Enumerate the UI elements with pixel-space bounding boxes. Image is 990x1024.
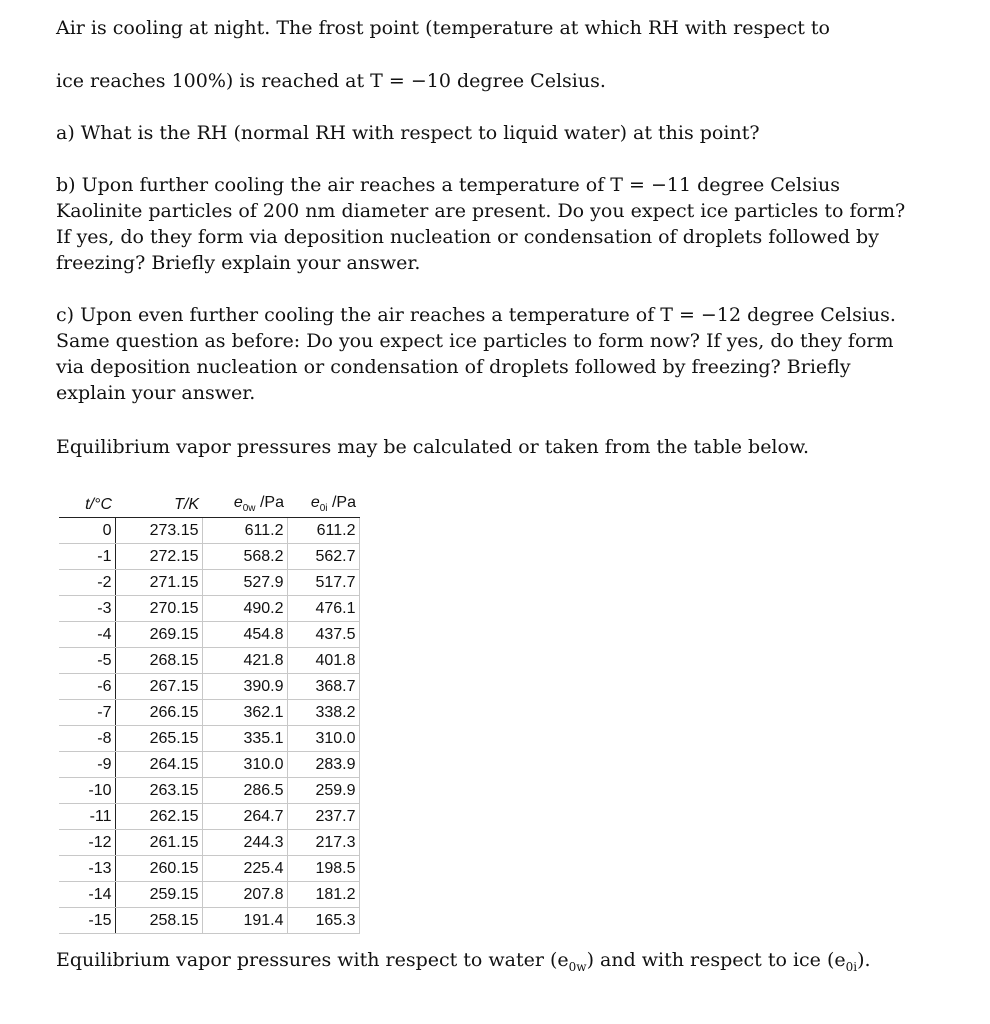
table-row — [59, 804, 359, 830]
question-b-line: If yes, do they form via deposition nucleation or condensation of droplets followed by — [56, 226, 879, 248]
cell-e-ow: 390.9 — [202, 674, 287, 700]
cell-kelvin: 263.15 — [115, 778, 202, 804]
table-row — [59, 674, 359, 700]
cell-celsius: -10 — [59, 778, 115, 804]
vapor-pressure-table — [59, 492, 360, 934]
cell-e-oi: 476.1 — [287, 596, 359, 622]
cell-e-ow: 611.2 — [202, 518, 287, 544]
cell-celsius: 0 — [59, 518, 115, 544]
cell-e-oi: 259.9 — [287, 778, 359, 804]
cell-e-ow: 207.8 — [202, 882, 287, 908]
table-body — [59, 518, 359, 934]
cell-celsius: -4 — [59, 622, 115, 648]
cell-e-ow: 362.1 — [202, 700, 287, 726]
cell-e-ow: 527.9 — [202, 570, 287, 596]
cell-celsius: -1 — [59, 544, 115, 570]
cell-celsius: -5 — [59, 648, 115, 674]
cell-e-oi: 217.3 — [287, 830, 359, 856]
table-intro: Equilibrium vapor pressures may be calculated or taken from the table below. — [56, 436, 809, 458]
table-row — [59, 856, 359, 882]
cell-kelvin: 271.15 — [115, 570, 202, 596]
cell-e-oi: 283.9 — [287, 752, 359, 778]
cell-e-oi: 237.7 — [287, 804, 359, 830]
cell-kelvin: 269.15 — [115, 622, 202, 648]
cell-celsius: -13 — [59, 856, 115, 882]
cell-kelvin: 267.15 — [115, 674, 202, 700]
cell-e-ow: 244.3 — [202, 830, 287, 856]
cell-celsius: -12 — [59, 830, 115, 856]
question-c-line: via deposition nucleation or condensation of droplets followed by freezing? Briefly — [56, 356, 851, 378]
header-celsius: t/°C — [59, 492, 115, 518]
cell-e-ow: 454.8 — [202, 622, 287, 648]
question-b-line: b) Upon further cooling the air reaches a temperature of T = −11 degree Celsius — [56, 174, 840, 196]
cell-e-ow: 310.0 — [202, 752, 287, 778]
cell-kelvin: 262.15 — [115, 804, 202, 830]
cell-e-ow: 286.5 — [202, 778, 287, 804]
cell-kelvin: 272.15 — [115, 544, 202, 570]
cell-kelvin: 268.15 — [115, 648, 202, 674]
cell-e-ow: 191.4 — [202, 908, 287, 934]
table-row — [59, 648, 359, 674]
table-row — [59, 726, 359, 752]
question-a: a) What is the RH (normal RH with respect to liquid water) at this point? — [56, 122, 760, 144]
cell-kelvin: 258.15 — [115, 908, 202, 934]
cell-celsius: -14 — [59, 882, 115, 908]
cell-e-ow: 421.8 — [202, 648, 287, 674]
cell-kelvin: 261.15 — [115, 830, 202, 856]
table-header-row — [59, 492, 359, 518]
table-row — [59, 882, 359, 908]
cell-e-ow: 264.7 — [202, 804, 287, 830]
cell-e-oi: 611.2 — [287, 518, 359, 544]
question-c — [56, 302, 936, 406]
table-row — [59, 544, 359, 570]
question-b-line: Kaolinite particles of 200 nm diameter are present. Do you expect ice particles to form? — [56, 200, 906, 222]
question-c-line: c) Upon even further cooling the air reaches a temperature of T = −12 degree Celsius. — [56, 304, 896, 326]
cell-e-ow: 225.4 — [202, 856, 287, 882]
cell-e-oi: 310.0 — [287, 726, 359, 752]
table-row — [59, 752, 359, 778]
cell-celsius: -7 — [59, 700, 115, 726]
question-b-line: freezing? Briefly explain your answer. — [56, 252, 421, 274]
cell-celsius: -9 — [59, 752, 115, 778]
cell-kelvin: 259.15 — [115, 882, 202, 908]
cell-e-oi: 437.5 — [287, 622, 359, 648]
table-row — [59, 570, 359, 596]
cell-e-oi: 198.5 — [287, 856, 359, 882]
cell-celsius: -2 — [59, 570, 115, 596]
table-row — [59, 596, 359, 622]
cell-celsius: -3 — [59, 596, 115, 622]
cell-celsius: -15 — [59, 908, 115, 934]
cell-kelvin: 266.15 — [115, 700, 202, 726]
cell-kelvin: 273.15 — [115, 518, 202, 544]
table-row — [59, 518, 359, 544]
cell-e-oi: 517.7 — [287, 570, 359, 596]
cell-e-oi: 368.7 — [287, 674, 359, 700]
cell-celsius: -8 — [59, 726, 115, 752]
table-caption: Equilibrium vapor pressures with respect to water $(e_{0w})$ and with respect to ice $(e_{0i})$. — [56, 949, 871, 974]
cell-e-oi: 401.8 — [287, 648, 359, 674]
table-row — [59, 778, 359, 804]
table-row — [59, 830, 359, 856]
cell-e-oi: 562.7 — [287, 544, 359, 570]
question-b — [56, 172, 936, 276]
cell-e-ow: 568.2 — [202, 544, 287, 570]
question-c-line: explain your answer. — [56, 382, 256, 404]
table-row — [59, 700, 359, 726]
cell-kelvin: 264.15 — [115, 752, 202, 778]
cell-celsius: -11 — [59, 804, 115, 830]
header-kelvin: T/K — [115, 492, 202, 518]
cell-kelvin: 260.15 — [115, 856, 202, 882]
cell-e-ow: 335.1 — [202, 726, 287, 752]
cell-kelvin: 265.15 — [115, 726, 202, 752]
cell-e-oi: 181.2 — [287, 882, 359, 908]
table-row — [59, 908, 359, 934]
cell-e-ow: 490.2 — [202, 596, 287, 622]
intro-line-2: ice reaches 100%) is reached at T = −10 degree Celsius. — [56, 70, 606, 92]
header-e-ow: $e_{0w}$ /Pa — [202, 492, 287, 518]
cell-e-oi: 165.3 — [287, 908, 359, 934]
cell-kelvin: 270.15 — [115, 596, 202, 622]
question-c-line: Same question as before: Do you expect ice particles to form now? If yes, do they form — [56, 330, 894, 352]
table-row — [59, 622, 359, 648]
cell-e-oi: 338.2 — [287, 700, 359, 726]
cell-celsius: -6 — [59, 674, 115, 700]
intro-line-1: Air is cooling at night. The frost point (temperature at which RH with respect to — [56, 17, 830, 39]
header-e-oi: $e_{0i}$ /Pa — [287, 492, 359, 518]
